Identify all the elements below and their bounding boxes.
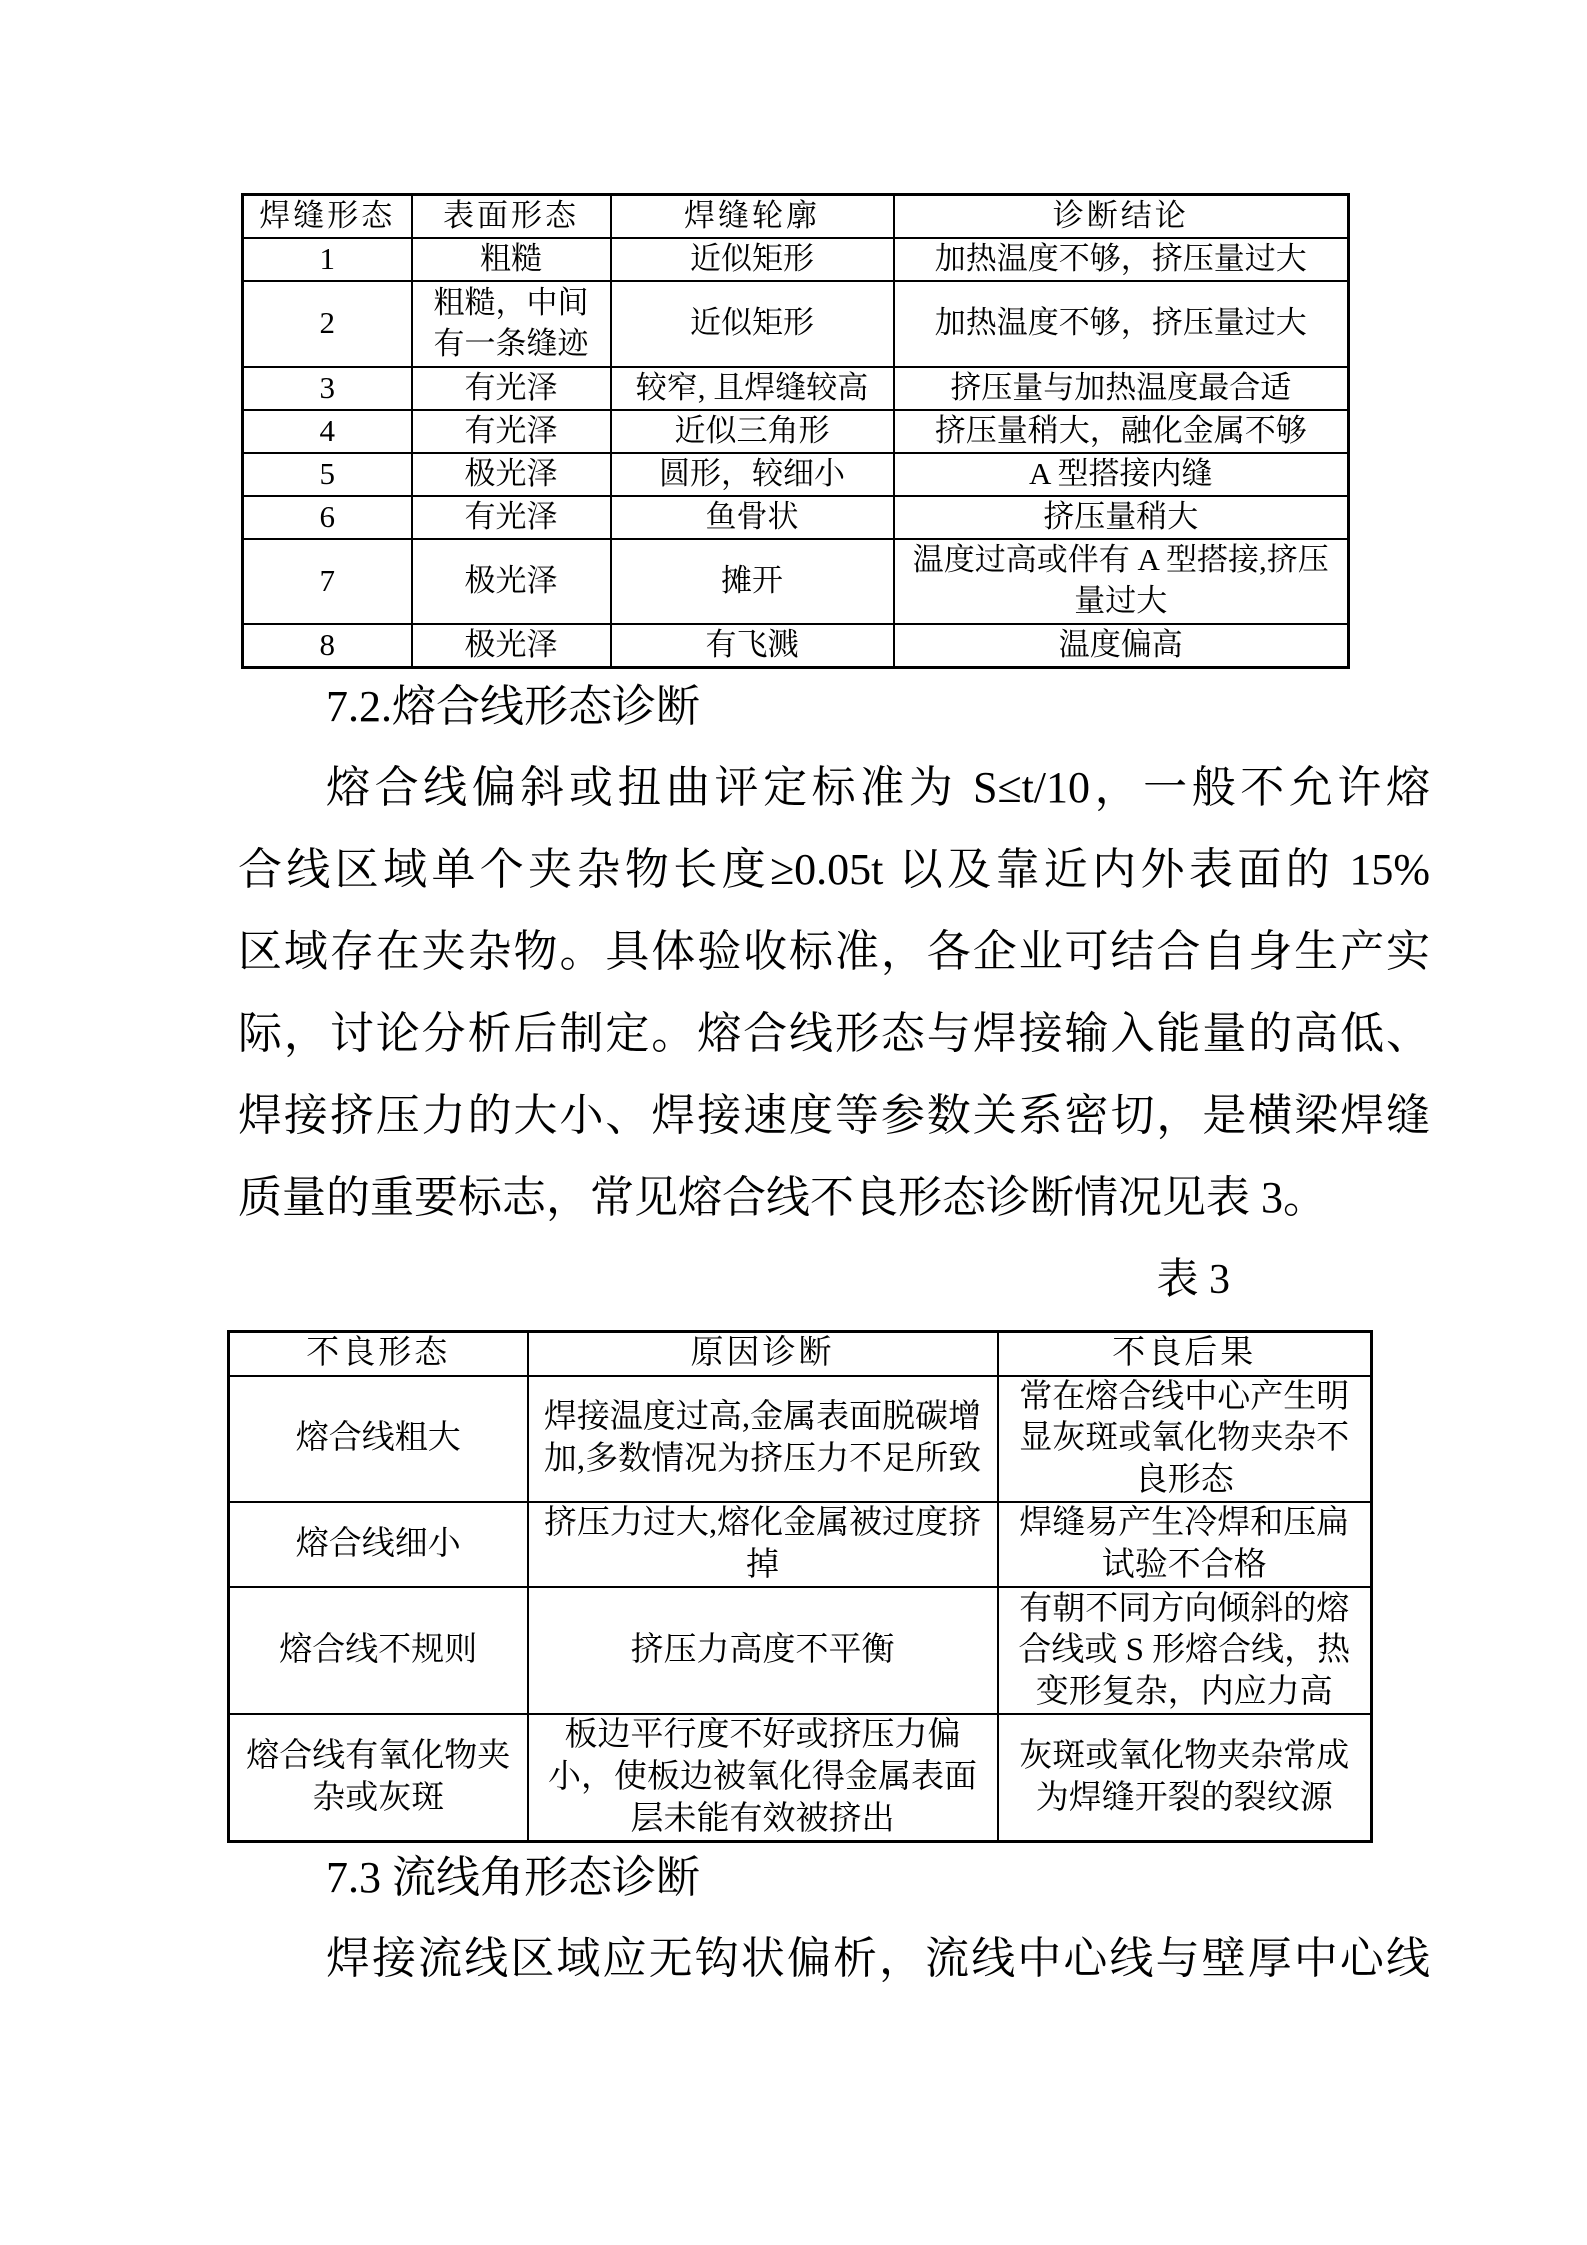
paragraph-line: 区域存在夹杂物。具体验收标准，各企业可结合自身生产实 bbox=[238, 927, 1430, 976]
table-row bbox=[243, 496, 1349, 539]
table-header-cell: 原因诊断 bbox=[528, 1332, 998, 1376]
table-cell: 有朝不同方向倾斜的熔合线或 S 形熔合线，热变形复杂，内应力高 bbox=[998, 1587, 1372, 1714]
table-cell: 板边平行度不好或挤压力偏小，使板边被氧化得金属表面层未能有效被挤出 bbox=[528, 1714, 998, 1841]
table-cell: 有光泽 bbox=[412, 496, 611, 539]
table-cell: 圆形，较细小 bbox=[611, 453, 894, 496]
table-cell: 1 bbox=[243, 238, 412, 281]
table-cell: 6 bbox=[243, 496, 412, 539]
paragraph-line: 质量的重要标志，常见熔合线不良形态诊断情况见表 3。 bbox=[238, 1173, 1327, 1222]
table-cell: 极光泽 bbox=[412, 453, 611, 496]
table-cell: 熔合线有氧化物夹杂或灰斑 bbox=[229, 1714, 528, 1841]
table-cell: 2 bbox=[243, 281, 412, 367]
table-cell: 近似三角形 bbox=[611, 410, 894, 453]
table-row bbox=[243, 539, 1349, 624]
table-header-cell: 焊缝轮廓 bbox=[611, 195, 894, 238]
section-7-3-paragraph: 焊接流线区域应无钩状偏析，流线中心线与壁厚中心线 bbox=[326, 1934, 1430, 1983]
table-cell: 熔合线细小 bbox=[229, 1502, 528, 1587]
table-cell: 较窄, 且焊缝较高 bbox=[611, 367, 894, 410]
table-cell: 挤压力高度不平衡 bbox=[528, 1587, 998, 1714]
section-heading-7-3: 7.3 流线角形态诊断 bbox=[326, 1853, 700, 1902]
paragraph-line: 际，讨论分析后制定。熔合线形态与焊接输入能量的高低、 bbox=[238, 1009, 1430, 1058]
table-header-cell: 诊断结论 bbox=[894, 195, 1349, 238]
table-row bbox=[243, 238, 1349, 281]
table-cell: 有飞溅 bbox=[611, 624, 894, 667]
table-row bbox=[243, 281, 1349, 367]
paragraph-line: 合线区域单个夹杂物长度≥0.05t 以及靠近内外表面的 15% bbox=[238, 845, 1430, 894]
table-cell: 挤压量稍大 bbox=[894, 496, 1349, 539]
table-cell: 3 bbox=[243, 367, 412, 410]
table-row bbox=[243, 624, 1349, 667]
table-cell: 熔合线粗大 bbox=[229, 1376, 528, 1503]
table-row bbox=[229, 1376, 1372, 1503]
table-cell: 粗糙 bbox=[412, 238, 611, 281]
table-header-cell: 焊缝形态 bbox=[243, 195, 412, 238]
table-row bbox=[229, 1714, 1372, 1841]
table-header-row bbox=[243, 195, 1349, 238]
table-cell: 焊缝易产生冷焊和压扁试验不合格 bbox=[998, 1502, 1372, 1587]
paragraph-line: 焊接挤压力的大小、焊接速度等参数关系密切，是横梁焊缝 bbox=[238, 1091, 1430, 1140]
table-cell: 挤压量与加热温度最合适 bbox=[894, 367, 1349, 410]
table-header-cell: 不良后果 bbox=[998, 1332, 1372, 1376]
table-row bbox=[243, 410, 1349, 453]
table-cell: 有光泽 bbox=[412, 367, 611, 410]
table-cell: 极光泽 bbox=[412, 624, 611, 667]
table-cell: 温度过高或伴有 A 型搭接,挤压量过大 bbox=[894, 539, 1349, 624]
table-row bbox=[243, 453, 1349, 496]
table-cell: 焊接温度过高,金属表面脱碳增加,多数情况为挤压力不足所致 bbox=[528, 1376, 998, 1503]
table-cell: 有光泽 bbox=[412, 410, 611, 453]
table-cell: 挤压量稍大，融化金属不够 bbox=[894, 410, 1349, 453]
table-cell: 7 bbox=[243, 539, 412, 624]
table-cell: 近似矩形 bbox=[611, 238, 894, 281]
table-cell: 挤压力过大,熔化金属被过度挤掉 bbox=[528, 1502, 998, 1587]
paragraph-line: 熔合线偏斜或扭曲评定标准为 S≤t/10，一般不允许熔 bbox=[326, 763, 1430, 812]
table-cell: 灰斑或氧化物夹杂常成为焊缝开裂的裂纹源 bbox=[998, 1714, 1372, 1841]
table-3-caption: 表 3 bbox=[1156, 1257, 1230, 1303]
table-cell: 粗糙，中间有一条缝迹 bbox=[412, 281, 611, 367]
fusion-line-defect-table bbox=[227, 1330, 1373, 1843]
table-header-row bbox=[229, 1332, 1372, 1376]
table-cell: 加热温度不够，挤压量过大 bbox=[894, 238, 1349, 281]
table-cell: 极光泽 bbox=[412, 539, 611, 624]
section-heading-7-2: 7.2.熔合线形态诊断 bbox=[326, 682, 700, 731]
table-cell: 4 bbox=[243, 410, 412, 453]
table-cell: 温度偏高 bbox=[894, 624, 1349, 667]
table-cell: 5 bbox=[243, 453, 412, 496]
table-header-cell: 不良形态 bbox=[229, 1332, 528, 1376]
table-cell: A 型搭接内缝 bbox=[894, 453, 1349, 496]
table-row bbox=[243, 367, 1349, 410]
table-cell: 熔合线不规则 bbox=[229, 1587, 528, 1714]
table-row bbox=[229, 1587, 1372, 1714]
table-cell: 常在熔合线中心产生明显灰斑或氧化物夹杂不良形态 bbox=[998, 1376, 1372, 1503]
table-cell: 摊开 bbox=[611, 539, 894, 624]
table-cell: 鱼骨状 bbox=[611, 496, 894, 539]
table-row bbox=[229, 1502, 1372, 1587]
table-cell: 加热温度不够，挤压量过大 bbox=[894, 281, 1349, 367]
weld-seam-diagnosis-table bbox=[241, 193, 1350, 669]
table-header-cell: 表面形态 bbox=[412, 195, 611, 238]
section-7-2-paragraph bbox=[238, 747, 1430, 1239]
table-cell: 近似矩形 bbox=[611, 281, 894, 367]
table-cell: 8 bbox=[243, 624, 412, 667]
